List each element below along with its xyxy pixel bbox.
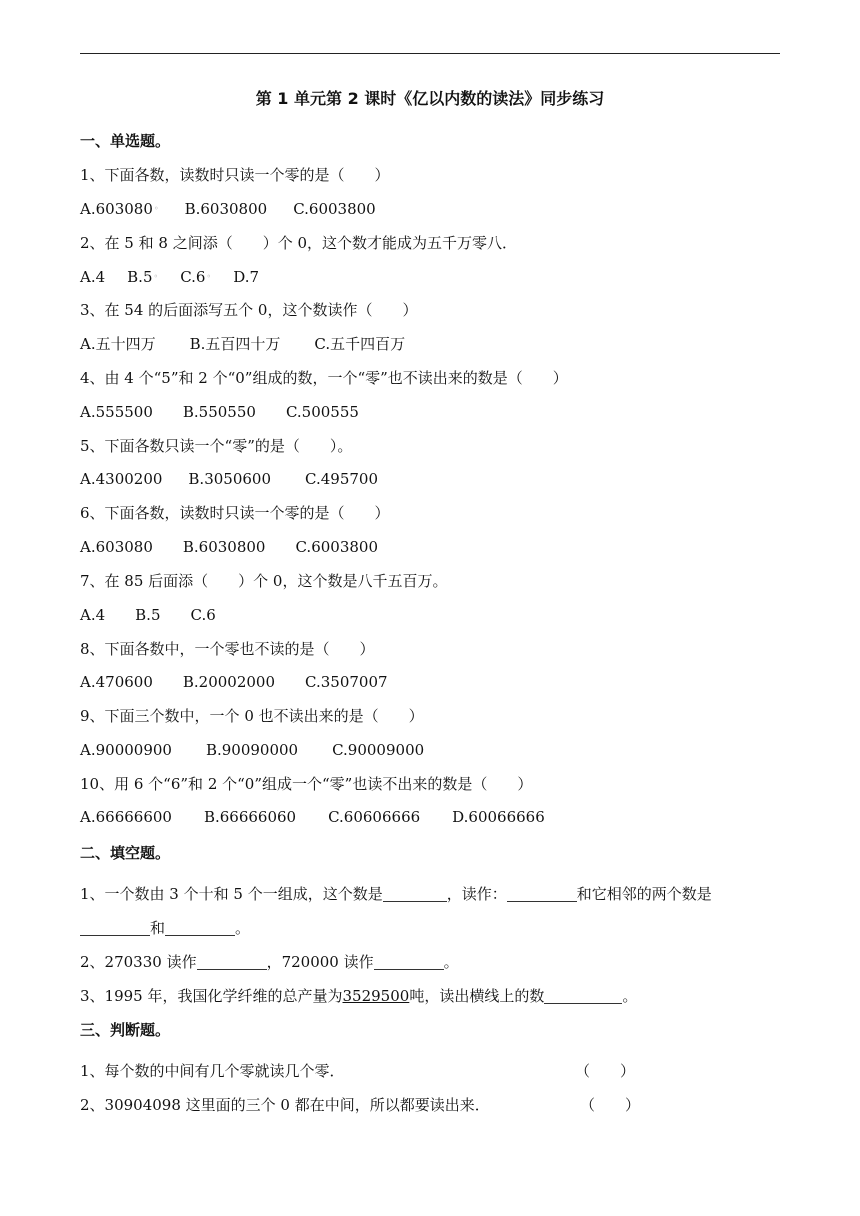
option-c[interactable]: C.90009000 [332, 741, 425, 759]
option-a[interactable]: A.555500 [80, 403, 153, 421]
question-options [80, 604, 216, 626]
option-c[interactable]: C.495700 [305, 470, 378, 488]
option-a[interactable]: A.470600 [80, 673, 153, 691]
underlined-number: 3529500 [342, 987, 410, 1005]
option-b[interactable]: B.20002000 [182, 673, 276, 691]
option-a[interactable]: A.66666600 [80, 808, 172, 826]
question-stem: 8、下面各数中，一个零也不读的是（ ） [80, 640, 375, 658]
question-options [80, 671, 388, 693]
option-b[interactable]: B.6030800 [184, 200, 268, 218]
question-stem: 7、在 85 后面添（ ）个 0，这个数是八千五百万。 [80, 572, 448, 590]
option-c[interactable]: C.五千四百万 [314, 335, 406, 353]
section-heading-true-false: 三、判断题。 [80, 1021, 171, 1039]
fill-question-1-line1: 1、一个数由 3 个十和 5 个一组成，这个数是 ，读作： 和它相邻的两个数是 [80, 885, 712, 903]
question-stem: 10、用 6 个“6”和 2 个“0”组成一个“零”也读不出来的数是（ ） [80, 775, 533, 793]
option-b[interactable]: B.550550 [182, 403, 256, 421]
fill-question-3: 3、1995 年，我国化学纤维的总产量为3529500吨，读出横线上的数 。 [80, 987, 638, 1005]
page-title: 第 1 单元第 2 课时《亿以内数的读法》同步练习 [255, 89, 605, 108]
option-d[interactable]: D.7 [233, 268, 260, 286]
answer-blank[interactable] [197, 953, 267, 970]
question-options [80, 536, 378, 558]
option-a[interactable]: A.4 [80, 606, 106, 624]
question-stem: 6、下面各数，读数时只读一个零的是（ ） [80, 504, 390, 522]
option-c[interactable]: C.60606666 [328, 808, 421, 826]
option-a[interactable]: A.603080 [80, 538, 153, 556]
option-a[interactable]: A.五十四万 [80, 335, 156, 353]
option-c[interactable]: C.3507007 [305, 673, 388, 691]
judge-item-2: 2、30904098 这里面的三个 0 都在中间，所以都要读出来． [80, 1096, 490, 1114]
option-a[interactable]: A.4300200 [80, 470, 163, 488]
header-rule [80, 53, 780, 54]
option-a[interactable]: A.4 [80, 268, 106, 286]
judge-item-1: 1、每个数的中间有几个零就读几个零． [80, 1062, 345, 1080]
option-c[interactable]: C.6◦ [180, 268, 212, 286]
option-a[interactable]: A.90000900 [80, 741, 172, 759]
question-stem: 2、在 5 和 8 之间添（ ）个 0，这个数才能成为五千万零八． [80, 234, 518, 252]
answer-blank[interactable] [383, 885, 447, 902]
question-options [80, 401, 359, 423]
section-heading-single-choice: 一、单选题。 [80, 132, 171, 150]
question-stem: 4、由 4 个“5”和 2 个“0”组成的数，一个“零”也不读出来的数是（ ） [80, 369, 568, 387]
answer-blank[interactable] [507, 885, 577, 902]
answer-blank[interactable] [374, 953, 444, 970]
question-stem: 1、下面各数，读数时只读一个零的是（ ） [80, 166, 390, 184]
question-options [80, 266, 259, 288]
option-b[interactable]: B.五百四十万 [189, 335, 281, 353]
judge-answer-paren[interactable]: （ ） [580, 1096, 641, 1114]
question-options [80, 468, 378, 490]
option-b[interactable]: B.90090000 [205, 741, 299, 759]
question-options [80, 198, 376, 220]
option-b[interactable]: B.5◦ [127, 268, 159, 286]
question-stem: 5、下面各数只读一个“零”的是（ ）。 [80, 437, 353, 455]
option-c[interactable]: C.6003800 [293, 200, 376, 218]
fill-question-1-line2: 和 。 [80, 917, 250, 939]
option-d[interactable]: D.60066666 [452, 808, 545, 826]
option-c[interactable]: C.500555 [285, 403, 359, 421]
question-options [80, 806, 545, 828]
question-options [80, 333, 405, 355]
fill-question-2: 2、270330 读作 ，720000 读作 。 [80, 953, 459, 971]
answer-blank[interactable] [165, 919, 235, 936]
answer-blank[interactable] [544, 987, 622, 1004]
option-b[interactable]: B.3050600 [188, 470, 272, 488]
judge-answer-paren[interactable]: （ ） [575, 1062, 636, 1080]
option-b[interactable]: B.5 [135, 606, 161, 624]
question-options [80, 739, 424, 761]
section-heading-fill-blank: 二、填空题。 [80, 844, 171, 862]
option-a[interactable]: A.603080◦ [80, 200, 159, 218]
option-b[interactable]: B.66666060 [203, 808, 297, 826]
option-b[interactable]: B.6030800 [182, 538, 266, 556]
option-c[interactable]: C.6003800 [295, 538, 378, 556]
question-stem: 3、在 54 的后面添写五个 0，这个数读作（ ） [80, 301, 418, 319]
question-stem: 9、下面三个数中，一个 0 也不读出来的是（ ） [80, 707, 424, 725]
option-c[interactable]: C.6 [190, 606, 216, 624]
answer-blank[interactable] [80, 919, 150, 936]
